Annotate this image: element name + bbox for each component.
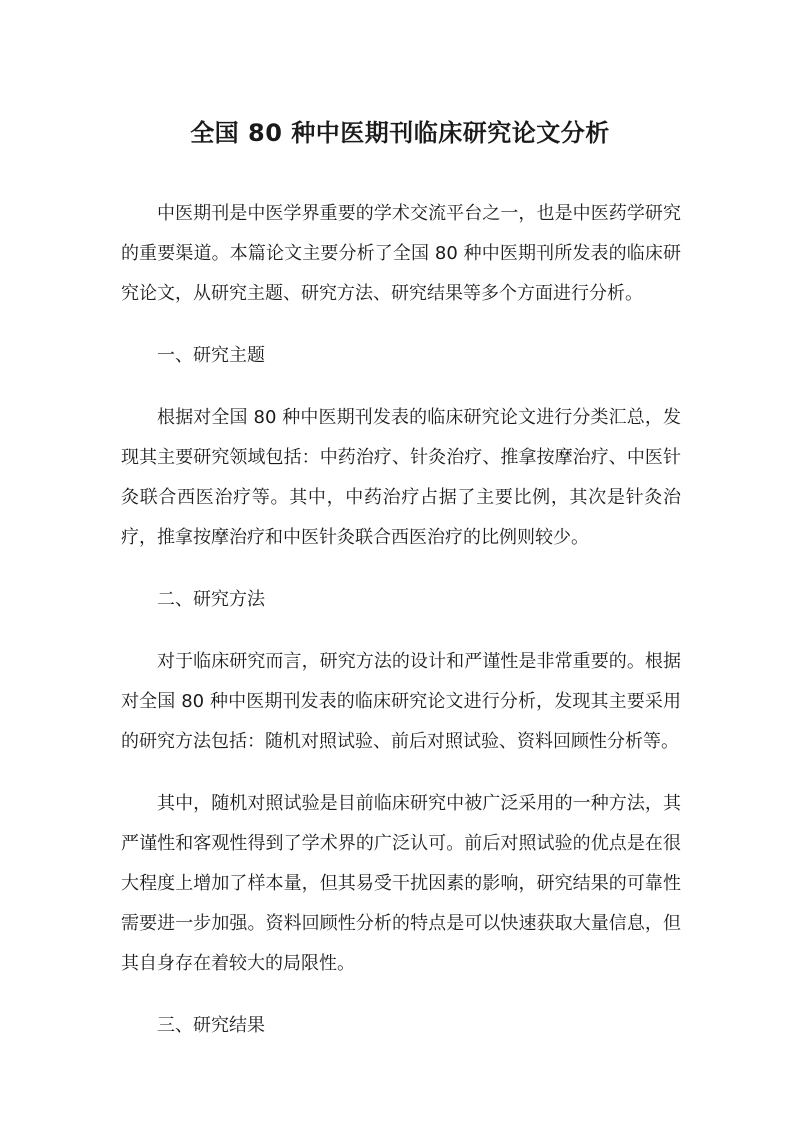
section-heading-research-results: 三、研究结果 [157,1015,265,1036]
research-methods-paragraph-1: 对于临床研究而言，研究方法的设计和严谨性是非常重要的。根据对全国 80 种中医期刊发表的临床研究论文进行分析，发现其主要采用的研究方法包括：随机对照试验、前后对照试验、资料回顾性分析等。 [121,651,681,752]
research-topics-paragraph: 根据对全国 80 种中医期刊发表的临床研究论文进行分类汇总，发现其主要研究领域包括：中药治疗、针灸治疗、推拿按摩治疗、中医针灸联合西医治疗等。其中，中药治疗占据了主要比例，其次是针灸治疗，推拿按摩治疗和中医针灸联合西医治疗的比例则较少。 [121,407,681,548]
document-body [121,194,681,1068]
intro-paragraph: 中医期刊是中医学界重要的学术交流平台之一，也是中医药学研究的重要渠道。本篇论文主要分析了全国 80 种中医期刊所发表的临床研究论文，从研究主题、研究方法、研究结果等多个方面进行分析。 [121,203,681,304]
section-heading-research-topics: 一、研究主题 [157,345,265,366]
document-title: 全国 80 种中医期刊临床研究论文分析 [190,119,610,147]
section-heading-research-methods: 二、研究方法 [157,589,265,610]
research-methods-paragraph-2: 其中，随机对照试验是目前临床研究中被广泛采用的一种方法，其严谨性和客观性得到了学术界的广泛认可。前后对照试验的优点是在很大程度上增加了样本量，但其易受干扰因素的影响，研究结果的可靠性需要进一步加强。资料回顾性分析的特点是可以快速获取大量信息，但其自身存在着较大的局限性。 [121,793,681,974]
